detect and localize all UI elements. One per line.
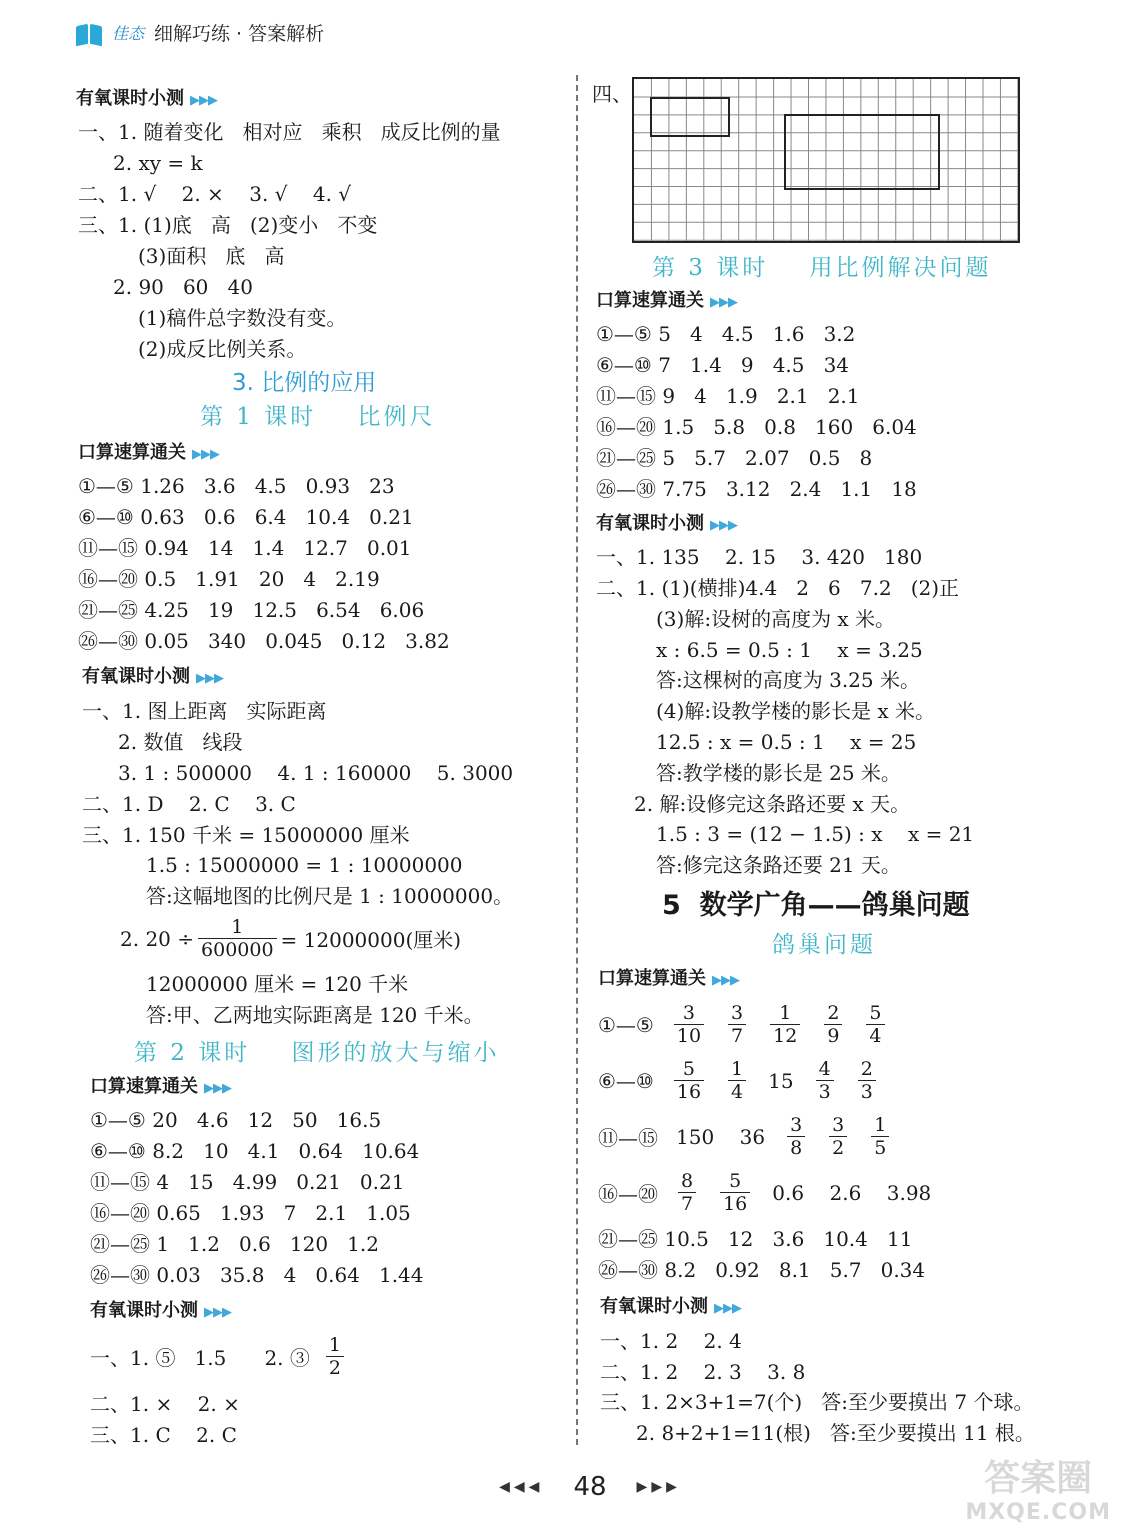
brand-name: 佳态: [112, 23, 145, 43]
page-number: 48: [573, 1472, 607, 1502]
fraction-group: [662, 1058, 758, 1103]
page-header: [76, 14, 324, 50]
answer-line: ⑪—⑮ 4 15 4.99 0.21 0.21: [90, 1170, 405, 1194]
grid-figure: [632, 77, 1020, 243]
answer-line: ①—⑤ 1.26 3.6 4.5 0.93 23: [78, 474, 395, 498]
fraction: $\frac{5}{4}$: [866, 1002, 884, 1047]
answer-line: ㉖—㉚ 7.75 3.12 2.4 1.1 18: [596, 477, 917, 501]
answer-line: 一、1. 图上距离 实际距离: [82, 699, 327, 723]
answer-line: ⑯—⑳ 0.65 1.93 7 2.1 1.05: [90, 1201, 411, 1225]
fraction: $\frac{1}{12}$: [770, 1002, 800, 1047]
answer-line: 二、1. × 2. ×: [90, 1392, 240, 1416]
answer-line: 一、1. 135 2. 15 3. 420 180: [596, 545, 923, 569]
fraction-group: [775, 1114, 901, 1159]
section-heading: 有氧课时小测 ▶▶▶: [600, 1296, 741, 1317]
fraction-group: [804, 1058, 888, 1103]
answer-line: 2. 数值 线段: [118, 730, 243, 754]
answer-line: 二、1. D 2. C 3. C: [82, 792, 296, 816]
section-heading: 口算速算通关 ▶▶▶: [90, 1076, 231, 1097]
fraction-group: [662, 1002, 897, 1047]
answer-line: (1)稿件总字数没有变。: [138, 306, 347, 330]
section-heading: 有氧课时小测 ▶▶▶: [76, 88, 217, 109]
next-arrows-icon: ▶▶▶: [636, 1479, 681, 1495]
fraction: $\frac{1}{4}$: [728, 1058, 746, 1103]
lesson-title: 第 3 课时 用比例解决问题: [652, 255, 992, 281]
answer-line: ⑯—⑳ 1.5 5.8 0.8 160 6.04: [596, 415, 917, 439]
answer-line: ①—⑤ 5 4 4.5 1.6 3.2: [596, 322, 856, 346]
item-range: ⑥—⑩: [598, 1068, 654, 1093]
fraction: $\frac{5}{16}$: [674, 1058, 704, 1103]
answer-line: 三、1. 2×3+1=7(个) 答:至少要摸出 7 个球。: [600, 1390, 1034, 1414]
watermark-text: 答案圈: [984, 1458, 1093, 1499]
item-range: ⑯—⑳: [598, 1182, 658, 1206]
answer-line: ㉑—㉕ 1 1.2 0.6 120 1.2: [90, 1232, 379, 1256]
answer-line: (2)成反比例关系。: [138, 337, 307, 361]
answer-line: 三、1. 150 千米 = 15000000 厘米: [82, 823, 410, 847]
fraction: $\frac{1}{2}$: [326, 1334, 344, 1379]
answer-line: 12000000 厘米 = 120 千米: [146, 972, 409, 996]
answer-line: 3. 1 : 500000 4. 1 : 160000 5. 3000: [118, 761, 514, 785]
answer-line: 二、1. 2 2. 3 3. 8: [600, 1360, 806, 1384]
answer-line: 2. 90 60 40: [113, 275, 253, 299]
fraction: $\frac{5}{16}$: [720, 1170, 750, 1215]
fraction-prefix: 2. 20 ÷: [120, 926, 195, 951]
answer-line: ①—⑤ 20 4.6 12 50 16.5: [90, 1108, 382, 1132]
section-heading: 有氧课时小测 ▶▶▶: [596, 513, 737, 534]
answer-line: ⑪—⑮ 9 4 1.9 2.1 2.1: [596, 384, 860, 408]
answer-line: ⑪—⑮ 0.94 14 1.4 12.7 0.01: [78, 536, 412, 560]
answer-line: 二、1. √ 2. × 3. √ 4. √: [78, 182, 352, 206]
fraction: $\frac{3}{2}$: [829, 1114, 847, 1159]
unit-title: 3. 比例的应用: [232, 370, 377, 396]
section-heading: 口算速算通关 ▶▶▶: [596, 290, 737, 311]
section-heading: 有氧课时小测 ▶▶▶: [82, 666, 223, 687]
answer-text: 150 36: [676, 1124, 766, 1149]
item-range: ①—⑤: [598, 1012, 654, 1037]
answer-line: ㉖—㉚ 0.03 35.8 4 0.64 1.44: [90, 1263, 424, 1287]
fraction: $\frac{3}{10}$: [674, 1002, 704, 1047]
answer-line: 一、1. 随着变化 相对应 乘积 成反比例的量: [78, 120, 501, 144]
answer-line: 1.5 : 3 = (12 − 1.5) : x x = 21: [656, 822, 975, 846]
answer-line: (3)面积 底 高: [138, 244, 285, 268]
fraction: $\frac{3}{7}$: [728, 1002, 746, 1047]
header-title: 细解巧练 · 答案解析: [154, 22, 325, 45]
answer-line: 三、1. (1)底 高 (2)变小 不变: [78, 213, 378, 237]
answer-text: 15: [768, 1068, 794, 1093]
answer-line: 答:这棵树的高度为 3.25 米。: [656, 668, 920, 692]
question-number: 四、: [592, 82, 632, 106]
book-logo-icon: [76, 19, 106, 45]
fraction: $\frac{4}{3}$: [816, 1058, 834, 1103]
answer-line: ⑯—⑳ 0.5 1.91 20 4 2.19: [78, 567, 380, 591]
fraction-line: [120, 916, 461, 961]
fraction-line: [598, 1058, 888, 1103]
fraction-line: [598, 1170, 941, 1215]
fraction: $\frac{8}{7}$: [678, 1170, 696, 1215]
fraction-line: [598, 1114, 901, 1159]
column-divider: [576, 75, 578, 1445]
answer-line: ⑥—⑩ 7 1.4 9 4.5 34: [596, 353, 850, 377]
fraction: $\frac{2}{9}$: [824, 1002, 842, 1047]
answer-line: 答:这幅地图的比例尺是 1 : 10000000。: [146, 884, 514, 908]
answer-line: ㉖—㉚ 8.2 0.92 8.1 5.7 0.34: [598, 1258, 926, 1282]
answer-line: 二、1. (1)(横排)4.4 2 6 7.2 (2)正: [596, 576, 960, 600]
section-heading: 有氧课时小测 ▶▶▶: [90, 1300, 231, 1321]
section-heading: 口算速算通关 ▶▶▶: [598, 968, 739, 989]
item-range: ⑪—⑮: [598, 1126, 658, 1150]
answer-line: 一、1. 2 2. 4: [600, 1329, 742, 1353]
lesson-title: 第 1 课时 比例尺: [200, 404, 436, 430]
watermark: [965, 1458, 1111, 1530]
answer-line: 答:教学楼的影长是 25 米。: [656, 761, 901, 785]
watermark-url: MXQE.COM: [965, 1500, 1111, 1525]
answer-line: ㉑—㉕ 5 5.7 2.07 0.5 8: [596, 446, 873, 470]
fraction: $\frac{2}{3}$: [858, 1058, 876, 1103]
answer-line: ㉑—㉕ 4.25 19 12.5 6.54 6.06: [78, 598, 425, 622]
answer-line: x : 6.5 = 0.5 : 1 x = 3.25: [656, 638, 923, 662]
answer-line: 12.5 : x = 0.5 : 1 x = 25: [656, 730, 917, 754]
answer-line: 2. 8+2+1=11(根) 答:至少要摸出 11 根。: [636, 1421, 1035, 1445]
prev-arrows-icon: ◀◀◀: [499, 1479, 544, 1495]
answer-text: 一、1. ⑤ 1.5 2. ③: [90, 1346, 310, 1370]
answer-line: 答:修完这条路还要 21 天。: [656, 853, 901, 877]
answer-line: (4)解:设教学楼的影长是 x 米。: [656, 699, 936, 723]
page-footer: [470, 1472, 710, 1502]
fraction-suffix: = 12000000(厘米): [280, 928, 462, 952]
answer-line: ㉖—㉚ 0.05 340 0.045 0.12 3.82: [78, 629, 450, 653]
answer-line: 2. xy = k: [113, 151, 203, 175]
answer-line: 2. 解:设修完这条路还要 x 天。: [634, 792, 911, 816]
fraction: $\frac{3}{8}$: [787, 1114, 805, 1159]
fraction-line: [90, 1334, 356, 1379]
answer-line: 三、1. C 2. C: [90, 1423, 237, 1447]
answer-line: ㉑—㉕ 10.5 12 3.6 10.4 11: [598, 1227, 913, 1251]
lesson-title: 鸽巢问题: [772, 932, 876, 958]
lesson-title: 第 2 课时 图形的放大与缩小: [134, 1040, 500, 1066]
answer-line: ⑥—⑩ 0.63 0.6 6.4 10.4 0.21: [78, 505, 414, 529]
small-rectangle: [650, 97, 730, 137]
answer-line: (3)解:设树的高度为 x 米。: [656, 607, 896, 631]
answer-line: 答:甲、乙两地实际距离是 120 千米。: [146, 1003, 484, 1027]
fraction: $\frac{1}{600000}$: [198, 916, 277, 961]
chapter-title: 5 数学广角——鸽巢问题: [662, 890, 970, 921]
enlarged-rectangle: [784, 114, 940, 190]
answer-text: 0.6 2.6 3.98: [772, 1180, 932, 1205]
fraction-line: [598, 1002, 897, 1047]
fraction: $\frac{1}{5}$: [871, 1114, 889, 1159]
answer-line: 1.5 : 15000000 = 1 : 10000000: [146, 853, 463, 877]
answer-line: ⑥—⑩ 8.2 10 4.1 0.64 10.64: [90, 1139, 420, 1163]
fraction-group: [666, 1170, 762, 1215]
section-heading: 口算速算通关 ▶▶▶: [78, 442, 219, 463]
